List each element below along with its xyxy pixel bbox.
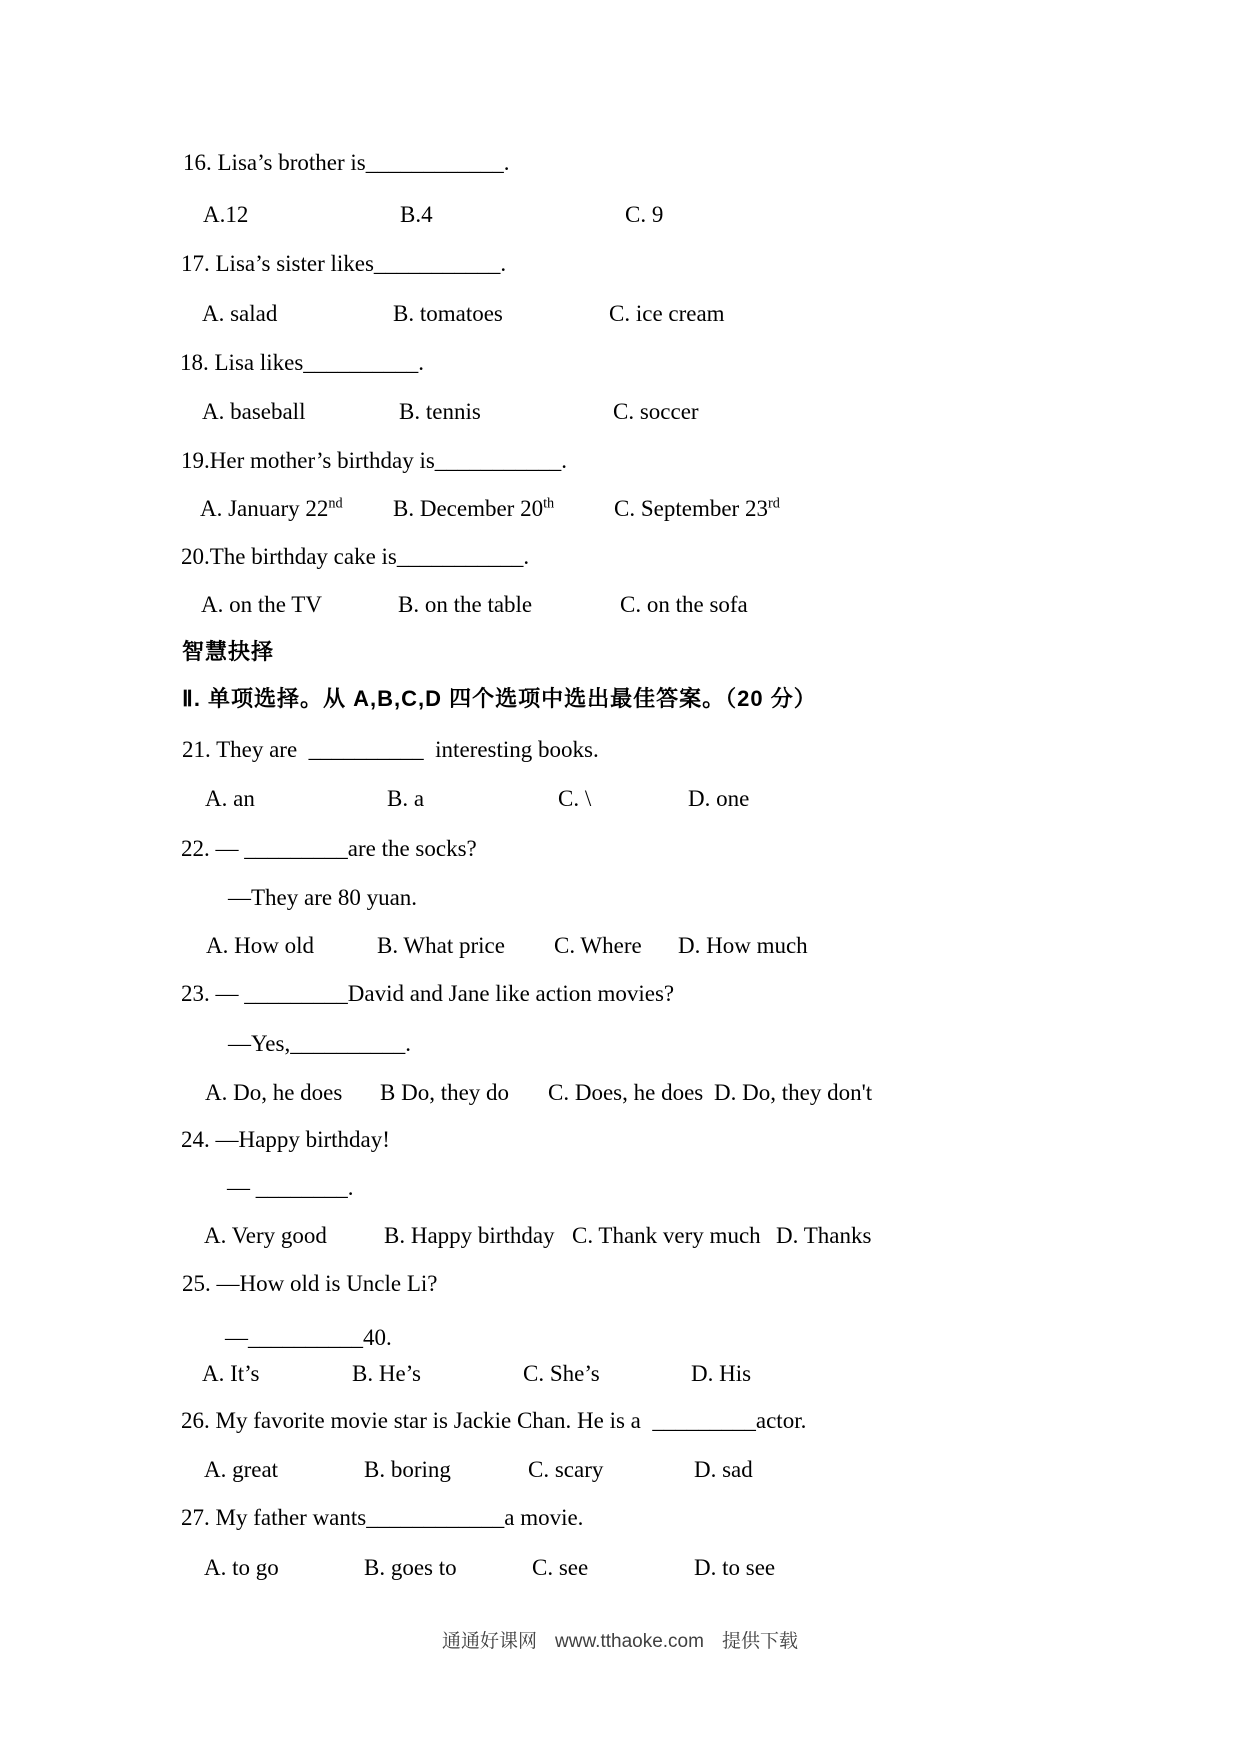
question-18-option-C: C. soccer [613,399,699,424]
question-24-option-C: C. Thank very much [572,1223,761,1248]
question-22-reply: —They are 80 yuan. [228,885,418,910]
question-21-option-A: A. an [205,786,255,811]
question-24-option-B: B. Happy birthday [384,1223,555,1248]
question-25-option-C: C. She’s [523,1361,600,1386]
ordinal-superscript: nd [328,495,343,512]
question-19-option-C: C. September 23rd [614,495,780,521]
section-2-instructions: Ⅱ. 单项选择。从 A,B,C,D 四个选项中选出最佳答案。（20 分） [182,686,817,711]
question-23-stem: 23. — _________David and Jane like action movies? [181,981,675,1006]
question-19-option-B: B. December 20th [393,495,555,521]
question-16-option-B: B.4 [400,202,433,227]
question-26-option-B: B. boring [364,1457,451,1482]
ordinal-superscript: th [543,495,555,512]
question-23-option-A: A. Do, he does [205,1080,343,1105]
question-16-stem: 16. Lisa’s brother is____________. [183,150,510,175]
question-17-option-A: A. salad [202,301,278,326]
footer-url: www.tthaoke.com [555,1631,704,1652]
question-21-option-B: B. a [387,786,425,811]
question-25-option-B: B. He’s [352,1361,421,1386]
question-23-option-D: D. Do, they don't [714,1080,873,1105]
question-25-stem: 25. —How old is Uncle Li? [182,1271,438,1296]
question-27-option-C: C. see [532,1555,589,1580]
question-26-option-D: D. sad [694,1457,753,1482]
question-17-stem: 17. Lisa’s sister likes___________. [181,251,507,276]
question-21-option-C: C. \ [558,786,592,811]
question-27-option-A: A. to go [204,1555,279,1580]
question-21-option-D: D. one [688,786,750,811]
question-25-option-A: A. It’s [202,1361,260,1386]
question-27-option-D: D. to see [694,1555,776,1580]
question-25-reply: —__________40. [225,1325,392,1350]
question-23-option-C: C. Does, he does [548,1080,704,1105]
question-24-option-A: A. Very good [204,1223,327,1248]
question-19-stem: 19.Her mother’s birthday is___________. [181,448,568,473]
page-footer [0,1626,1240,1653]
question-22-stem: 22. — _________are the socks? [181,836,477,861]
question-18-option-B: B. tennis [399,399,481,424]
question-16-option-A: A.12 [203,202,249,227]
question-22-option-B: B. What price [377,933,505,958]
question-25-option-D: D. His [691,1361,752,1386]
question-24-option-D: D. Thanks [776,1223,872,1248]
question-27-stem: 27. My father wants____________a movie. [181,1505,584,1530]
footer-site-name: 通通好课网 [442,1631,538,1652]
question-20-option-C: C. on the sofa [620,592,748,617]
question-23-reply: —Yes,__________. [228,1031,411,1056]
question-23-option-B: B Do, they do [380,1080,510,1105]
ordinal-superscript: rd [767,495,780,512]
question-17-option-C: C. ice cream [609,301,725,326]
footer-download-note: 提供下载 [721,1631,798,1652]
question-17-option-B: B. tomatoes [393,301,503,326]
question-24-reply: — ________. [227,1175,354,1200]
question-22-option-D: D. How much [678,933,808,958]
question-18-option-A: A. baseball [202,399,306,424]
question-20-option-A: A. on the TV [201,592,322,617]
question-20-stem: 20.The birthday cake is___________. [181,544,530,569]
question-26-option-C: C. scary [528,1457,604,1482]
question-26-stem: 26. My favorite movie star is Jackie Chan. He is a _________actor. [181,1408,807,1433]
section-heading-wise-choice: 智慧抉择 [182,639,275,664]
question-21-stem: 21. They are __________ interesting books. [182,737,599,762]
question-22-option-C: C. Where [554,933,642,958]
question-22-option-A: A. How old [206,933,314,958]
question-24-stem: 24. —Happy birthday! [181,1127,390,1152]
question-26-option-A: A. great [204,1457,279,1482]
question-20-option-B: B. on the table [398,592,533,617]
question-19-option-A: A. January 22nd [200,495,343,521]
question-27-option-B: B. goes to [364,1555,457,1580]
question-18-stem: 18. Lisa likes__________. [180,350,425,375]
question-16-option-C: C. 9 [625,202,664,227]
